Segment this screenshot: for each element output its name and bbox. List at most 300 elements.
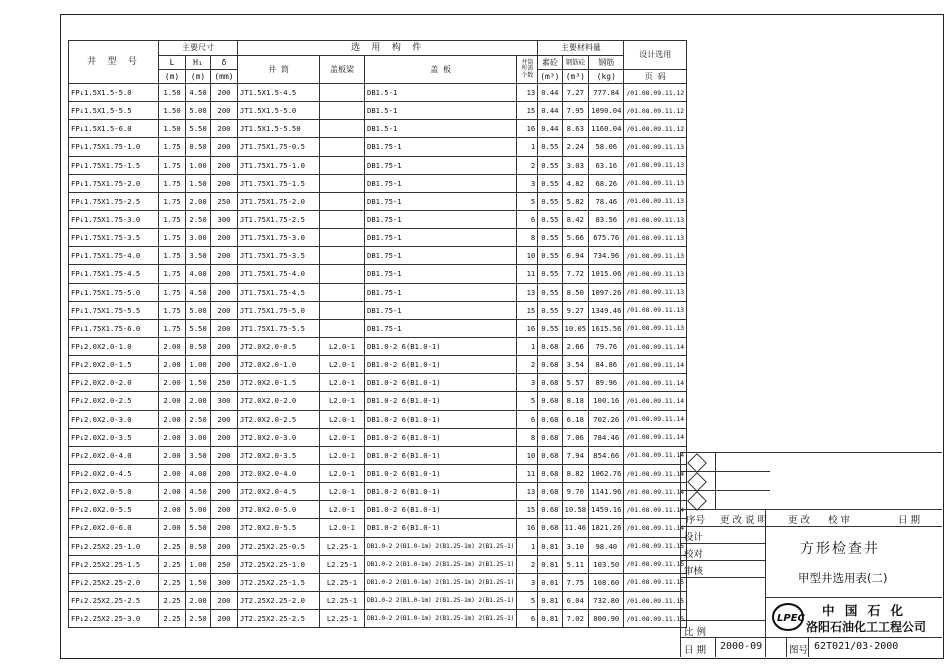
cell-delta: 200 [211,519,238,537]
cell-rc: 9.27 [562,301,589,319]
cell-rc: 3.54 [562,356,589,374]
cell-shaft: JT1.75X1.75-1.0 [238,156,320,174]
cell-steel: 1160.04 [589,120,624,138]
revision-mark-icon [687,472,707,492]
cell-delta: 250 [211,555,238,573]
cell-plain: 0.55 [538,156,562,174]
cell-ring-count: 13 [517,283,538,301]
cell-delta: 200 [211,337,238,355]
col-rc-header: 钢筋砼 [562,56,589,70]
cell-shaft: JT2.0X2.0-1.5 [238,374,320,392]
col-L-unit: (m) [159,70,186,84]
table-row [69,265,687,283]
cell-delta: 250 [211,374,238,392]
cell-page: /01.08.09.11.14 [624,446,687,464]
cell-beam: L2.0-1 [320,356,365,374]
cell-cover: DB1.0-2 2(B1.0-1m) 2(B1.25-1m) 2(B1.25-1) [365,537,517,555]
table-row [69,428,687,446]
cell-model: FP↓1.75X1.75-5.5 [69,301,159,319]
drawing-no-value: 62T021/03-2000 [814,641,899,652]
cell-steel: 1062.76 [589,464,624,482]
cell-beam: L2.25-1 [320,610,365,628]
cell-ring-count: 15 [517,301,538,319]
cell-H1: 4.50 [186,283,211,301]
cell-rc: 7.02 [562,610,589,628]
cell-delta: 200 [211,174,238,192]
cell-shaft: JT1.75X1.75-4.5 [238,283,320,301]
rev-desc-label: 更 改 说 明 [720,515,768,526]
cell-steel: 1615.56 [589,319,624,337]
cell-delta: 200 [211,428,238,446]
table-row [69,537,687,555]
cell-steel: 784.46 [589,428,624,446]
cell-delta: 250 [211,192,238,210]
cell-delta: 200 [211,247,238,265]
cell-plain: 0.68 [538,446,562,464]
cell-ring-count: 1 [517,138,538,156]
cell-cover: DB1.75-1 [365,301,517,319]
cell-L: 2.00 [159,374,186,392]
cell-cover: DB1.0-2 6(B1.0-1) [365,428,517,446]
cell-shaft: JT2.0X2.0-3.5 [238,446,320,464]
cell-delta: 200 [211,319,238,337]
cell-page: /01.08.09.11.14 [624,464,687,482]
cell-steel: 1141.96 [589,483,624,501]
cell-shaft: JT2.25X2.25-0.5 [238,537,320,555]
rev-date-label: 日 期 [898,515,921,526]
table-row [69,374,687,392]
cell-model: FP↓1.75X1.75-1.5 [69,156,159,174]
drawing-subtitle: 甲型井选用表(二) [798,571,888,585]
date-label: 日 期 [684,645,707,656]
cell-H1: 5.00 [186,301,211,319]
cell-steel: 734.96 [589,247,624,265]
cell-rc: 10.05 [562,319,589,337]
col-page-header: 页 码 [624,70,687,84]
col-shaft-header: 井 筒 [238,56,320,84]
cell-delta: 200 [211,446,238,464]
cell-rc: 7.06 [562,428,589,446]
cell-rc: 7.27 [562,84,589,102]
check-label: 校对 [684,549,704,560]
cell-beam [320,247,365,265]
cell-shaft: JT1.75X1.75-1.5 [238,174,320,192]
cell-shaft: JT1.5X1.5-5.50 [238,120,320,138]
cell-shaft: JT2.0X2.0-5.0 [238,501,320,519]
cell-model: FP↓2.0X2.0-5.0 [69,483,159,501]
cell-model: FP↓1.75X1.75-3.0 [69,210,159,228]
cell-delta: 200 [211,265,238,283]
cell-shaft: JT1.75X1.75-5.5 [238,319,320,337]
cell-plain: 0.44 [538,84,562,102]
table-body [69,84,687,628]
cell-shaft: JT2.0X2.0-4.0 [238,464,320,482]
cell-model: FP↓1.75X1.75-4.0 [69,247,159,265]
cell-plain: 0.55 [538,229,562,247]
cell-page: /01.08.09.11.14 [624,428,687,446]
cell-beam [320,84,365,102]
cell-L: 2.25 [159,573,186,591]
revision-mark-icon [687,453,707,473]
cell-H1: 3.50 [186,446,211,464]
cell-shaft: JT1.75X1.75-2.0 [238,192,320,210]
cell-rc: 8.18 [562,392,589,410]
cell-shaft: JT1.5X1.5-4.5 [238,84,320,102]
cell-L: 2.00 [159,337,186,355]
cell-L: 1.50 [159,120,186,138]
cell-cover: DB1.75-1 [365,319,517,337]
cell-plain: 0.81 [538,591,562,609]
table-row [69,573,687,591]
cell-ring-count: 3 [517,174,538,192]
cell-plain: 0.55 [538,265,562,283]
cell-H1: 0.50 [186,537,211,555]
cell-delta: 200 [211,120,238,138]
cell-L: 2.00 [159,464,186,482]
cell-plain: 0.55 [538,247,562,265]
cell-cover: DB1.75-1 [365,174,517,192]
cell-steel: 84.86 [589,356,624,374]
cell-beam [320,138,365,156]
cell-rc: 2.24 [562,138,589,156]
svg-text:LPEC: LPEC [777,613,805,624]
cell-plain: 0.68 [538,374,562,392]
cell-beam: L2.0-1 [320,519,365,537]
cell-H1: 2.00 [186,591,211,609]
cell-ring-count: 1 [517,537,538,555]
cell-steel: 63.16 [589,156,624,174]
cell-H1: 1.00 [186,555,211,573]
cell-ring-count: 13 [517,483,538,501]
cell-page: /01.08.09.11.15 [624,555,687,573]
cell-page: /01.08.09.11.15 [624,537,687,555]
cell-rc: 8.82 [562,464,589,482]
col-H1-header: H₁ [186,56,211,70]
design-header: 设计选用 [624,41,687,70]
table-row [69,247,687,265]
cell-steel: 79.76 [589,337,624,355]
cell-steel: 68.26 [589,174,624,192]
cell-steel: 1349.46 [589,301,624,319]
cell-model: FP↓2.0X2.0-4.0 [69,446,159,464]
cell-cover: DB1.75-1 [365,156,517,174]
cell-plain: 0.68 [538,483,562,501]
cell-beam [320,283,365,301]
cell-model: FP↓1.5X1.5-5.5 [69,102,159,120]
cell-cover: DB1.75-1 [365,210,517,228]
cell-L: 1.75 [159,192,186,210]
cell-cover: DB1.0-2 6(B1.0-1) [365,501,517,519]
table-row [69,446,687,464]
cell-shaft: JT2.0X2.0-2.5 [238,410,320,428]
table-row [69,156,687,174]
cell-model: FP↓1.5X1.5-6.0 [69,120,159,138]
table-row [69,229,687,247]
cell-ring-count: 15 [517,501,538,519]
cell-H1: 5.50 [186,319,211,337]
cell-shaft: JT1.75X1.75-0.5 [238,138,320,156]
cell-L: 2.25 [159,610,186,628]
cell-cover: DB1.5-1 [365,102,517,120]
cell-beam: L2.0-1 [320,446,365,464]
table-row [69,84,687,102]
cell-rc: 6.04 [562,591,589,609]
cell-model: FP↓2.0X2.0-3.0 [69,410,159,428]
cell-model: FP↓1.5X1.5-5.0 [69,84,159,102]
cell-rc: 8.50 [562,283,589,301]
cell-steel: 777.84 [589,84,624,102]
cell-shaft: JT2.0X2.0-4.5 [238,483,320,501]
cell-steel: 1097.26 [589,283,624,301]
cell-L: 1.75 [159,265,186,283]
cell-ring-count: 13 [517,84,538,102]
cell-beam: L2.0-1 [320,428,365,446]
cell-delta: 300 [211,392,238,410]
table-row [69,555,687,573]
table-row [69,410,687,428]
cell-cover: DB1.75-1 [365,283,517,301]
cell-ring-count: 5 [517,192,538,210]
cell-delta: 200 [211,102,238,120]
cell-L: 1.75 [159,210,186,228]
cell-shaft: JT1.75X1.75-5.0 [238,301,320,319]
cell-model: FP↓1.75X1.75-1.0 [69,138,159,156]
cell-plain: 0.68 [538,337,562,355]
cell-beam [320,265,365,283]
cell-model: FP↓1.75X1.75-2.0 [69,174,159,192]
cell-H1: 4.50 [186,84,211,102]
table-row [69,301,687,319]
cell-page: /01.08.09.11.14 [624,483,687,501]
cell-H1: 2.00 [186,192,211,210]
cell-beam: L2.0-1 [320,337,365,355]
cell-delta: 200 [211,301,238,319]
company-name-line2: 洛阳石油化工工程公司 [806,620,927,634]
cell-H1: 4.00 [186,265,211,283]
cell-page: /01.08.09.11.12 [624,84,687,102]
cell-model: FP↓2.0X2.0-2.5 [69,392,159,410]
cell-shaft: JT1.75X1.75-2.5 [238,210,320,228]
cell-ring-count: 5 [517,392,538,410]
cell-plain: 0.68 [538,464,562,482]
cell-steel: 732.80 [589,591,624,609]
cell-ring-count: 5 [517,591,538,609]
cell-ring-count: 3 [517,573,538,591]
cell-delta: 200 [211,356,238,374]
cell-model: FP↓2.25X2.25-1.0 [69,537,159,555]
table-row [69,519,687,537]
cell-shaft: JT2.0X2.0-1.0 [238,356,320,374]
table-row [69,192,687,210]
cell-cover: DB1.75-1 [365,229,517,247]
cell-L: 1.75 [159,174,186,192]
cell-page: /01.08.09.11.14 [624,519,687,537]
cell-shaft: JT2.25X2.25-1.0 [238,555,320,573]
cell-L: 2.25 [159,591,186,609]
cell-beam [320,156,365,174]
cell-rc: 5.82 [562,192,589,210]
cell-plain: 0.81 [538,610,562,628]
components-header: 选 用 构 件 [238,41,538,56]
cell-ring-count: 11 [517,464,538,482]
cell-shaft: JT2.0X2.0-5.5 [238,519,320,537]
cell-H1: 1.50 [186,573,211,591]
cell-page: /01.08.09.11.14 [624,374,687,392]
cell-page: /01.08.09.11.14 [624,337,687,355]
cell-ring-count: 8 [517,229,538,247]
cell-beam [320,102,365,120]
col-H1-unit: (m) [186,70,211,84]
col-delta-unit: (mm) [211,70,238,84]
cell-L: 2.00 [159,392,186,410]
cell-model: FP↓2.25X2.25-2.0 [69,573,159,591]
cell-L: 1.75 [159,301,186,319]
cell-steel: 1015.06 [589,265,624,283]
rev-no-label: 序号 [686,515,706,526]
cell-cover: DB1.5-1 [365,120,517,138]
cell-rc: 2.66 [562,337,589,355]
cell-ring-count: 11 [517,265,538,283]
review-label: 审核 [684,566,704,577]
cell-delta: 200 [211,537,238,555]
cell-H1: 0.50 [186,138,211,156]
col-rc-unit: (m³) [562,70,589,84]
cell-plain: 0.44 [538,102,562,120]
cell-shaft: JT1.75X1.75-3.0 [238,229,320,247]
cell-H1: 3.00 [186,428,211,446]
cell-plain: 0.68 [538,410,562,428]
cell-cover: DB1.0-2 2(B1.0-1m) 2(B1.25-1m) 2(B1.25-1) [365,555,517,573]
cell-delta: 200 [211,283,238,301]
cell-beam: L2.0-1 [320,464,365,482]
cell-beam: L2.0-1 [320,483,365,501]
cell-rc: 7.72 [562,265,589,283]
rev-change-label: 更 改 [788,515,811,526]
cell-ring-count: 6 [517,210,538,228]
cell-beam [320,210,365,228]
cell-rc: 7.95 [562,102,589,120]
cell-model: FP↓1.75X1.75-5.0 [69,283,159,301]
cell-page: /01.08.09.11.13 [624,283,687,301]
cell-delta: 200 [211,591,238,609]
cell-cover: DB1.0-2 6(B1.0-1) [365,464,517,482]
cell-shaft: JT2.0X2.0-2.0 [238,392,320,410]
cell-plain: 0.55 [538,210,562,228]
cell-L: 1.50 [159,102,186,120]
cell-beam [320,120,365,138]
design-label: 设计 [684,532,704,543]
cell-L: 1.75 [159,229,186,247]
table-row [69,283,687,301]
col-plain-header: 素砼 [538,56,562,70]
scale-label: 比 例 [684,627,707,638]
cell-cover: DB1.75-1 [365,247,517,265]
cell-cover: DB1.0-2 6(B1.0-1) [365,392,517,410]
cell-rc: 7.75 [562,573,589,591]
cell-cover: DB1.0-2 6(B1.0-1) [365,410,517,428]
cell-plain: 0.55 [538,138,562,156]
cell-plain: 0.55 [538,174,562,192]
table-row [69,337,687,355]
cell-L: 1.75 [159,283,186,301]
cell-page: /01.08.09.11.12 [624,120,687,138]
cell-cover: DB1.75-1 [365,192,517,210]
cell-H1: 2.50 [186,610,211,628]
cell-ring-count: 2 [517,356,538,374]
col-L-header: L [159,56,186,70]
cell-ring-count: 1 [517,337,538,355]
cell-H1: 1.50 [186,174,211,192]
cell-rc: 6.18 [562,410,589,428]
cell-H1: 3.00 [186,229,211,247]
table-row [69,392,687,410]
cell-rc: 8.42 [562,210,589,228]
cell-page: /01.08.09.11.14 [624,392,687,410]
cell-beam: L2.25-1 [320,555,365,573]
cell-L: 2.00 [159,446,186,464]
cell-page: /01.08.09.11.13 [624,301,687,319]
cell-H1: 5.00 [186,501,211,519]
cell-plain: 0.55 [538,301,562,319]
cell-L: 1.75 [159,319,186,337]
cell-ring-count: 3 [517,374,538,392]
table-row [69,591,687,609]
cell-rc: 5.57 [562,374,589,392]
col-ring-count-header: 井筒所需个数 [517,56,538,84]
cell-H1: 2.50 [186,210,211,228]
cell-beam: L2.25-1 [320,537,365,555]
cell-rc: 4.82 [562,174,589,192]
cell-ring-count: 6 [517,410,538,428]
cell-page: /01.08.09.11.14 [624,410,687,428]
cell-page: /01.08.09.11.13 [624,192,687,210]
cell-rc: 6.94 [562,247,589,265]
cell-delta: 200 [211,410,238,428]
cell-delta: 200 [211,610,238,628]
cell-cover: DB1.5-1 [365,84,517,102]
cell-H1: 1.00 [186,156,211,174]
cell-shaft: JT2.25X2.25-2.5 [238,610,320,628]
cell-L: 2.25 [159,537,186,555]
company-logo-icon [770,599,806,635]
cell-H1: 0.50 [186,337,211,355]
cell-rc: 10.58 [562,501,589,519]
cell-steel: 100.16 [589,392,624,410]
cell-plain: 0.81 [538,555,562,573]
cell-steel: 1459.16 [589,501,624,519]
main-dims-header: 主要尺寸 [159,41,238,56]
col-steel-header: 钢筋 [589,56,624,70]
cell-page: /01.08.09.11.15 [624,610,687,628]
cell-plain: 0.68 [538,501,562,519]
cell-cover: DB1.0-2 6(B1.0-1) [365,337,517,355]
cell-plain: 0.55 [538,192,562,210]
table-row [69,319,687,337]
cell-H1: 4.00 [186,464,211,482]
cell-beam: L2.0-1 [320,501,365,519]
cell-model: FP↓2.0X2.0-5.5 [69,501,159,519]
cell-delta: 300 [211,573,238,591]
cell-cover: DB1.0-2 6(B1.0-1) [365,356,517,374]
cell-cover: DB1.0-2 2(B1.0-1m) 2(B1.25-1m) 2(B1.25-1) [365,591,517,609]
cell-model: FP↓1.75X1.75-2.5 [69,192,159,210]
materials-header: 主要材料量 [538,41,624,56]
cell-plain: 0.68 [538,519,562,537]
cell-shaft: JT2.25X2.25-1.5 [238,573,320,591]
drawing-title: 方形检查井 [800,541,880,557]
cell-beam [320,319,365,337]
cell-L: 2.00 [159,519,186,537]
